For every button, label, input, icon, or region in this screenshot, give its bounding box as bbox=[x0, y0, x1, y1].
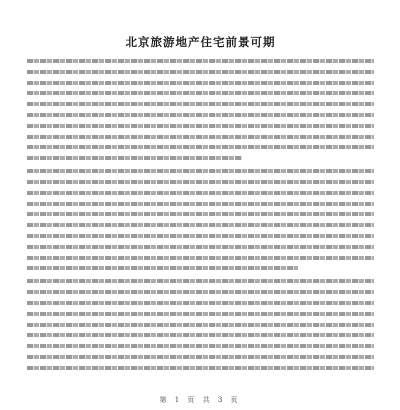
text-line bbox=[27, 344, 374, 348]
text-line bbox=[27, 113, 374, 117]
text-line bbox=[27, 156, 242, 160]
text-line bbox=[27, 70, 374, 74]
text-line bbox=[27, 180, 374, 184]
text-line bbox=[27, 279, 374, 283]
text-line bbox=[27, 81, 374, 85]
document-title: 北京旅游地产住宅前景可期 bbox=[125, 35, 276, 49]
text-line bbox=[27, 266, 298, 270]
text-line bbox=[27, 212, 374, 216]
text-line bbox=[27, 102, 374, 106]
text-line bbox=[27, 145, 374, 149]
document-body bbox=[27, 59, 374, 370]
text-line bbox=[27, 290, 374, 294]
text-line bbox=[27, 202, 374, 206]
text-line bbox=[27, 301, 374, 305]
text-line bbox=[27, 59, 374, 63]
body-paragraph bbox=[27, 59, 374, 160]
page-footer: 第 1 页 共 3 页 bbox=[159, 396, 241, 404]
body-paragraph bbox=[27, 279, 374, 369]
text-line bbox=[27, 245, 374, 249]
text-line bbox=[27, 191, 374, 195]
text-line bbox=[27, 355, 374, 359]
text-line bbox=[27, 223, 374, 227]
text-line bbox=[27, 91, 374, 95]
text-line bbox=[27, 135, 374, 139]
text-line bbox=[27, 312, 374, 316]
text-line bbox=[27, 124, 374, 128]
text-line bbox=[27, 323, 374, 327]
body-paragraph bbox=[27, 169, 374, 270]
text-line bbox=[27, 169, 374, 173]
text-line bbox=[27, 256, 374, 260]
text-line bbox=[27, 333, 374, 337]
text-line bbox=[27, 366, 374, 370]
text-line bbox=[27, 234, 374, 238]
